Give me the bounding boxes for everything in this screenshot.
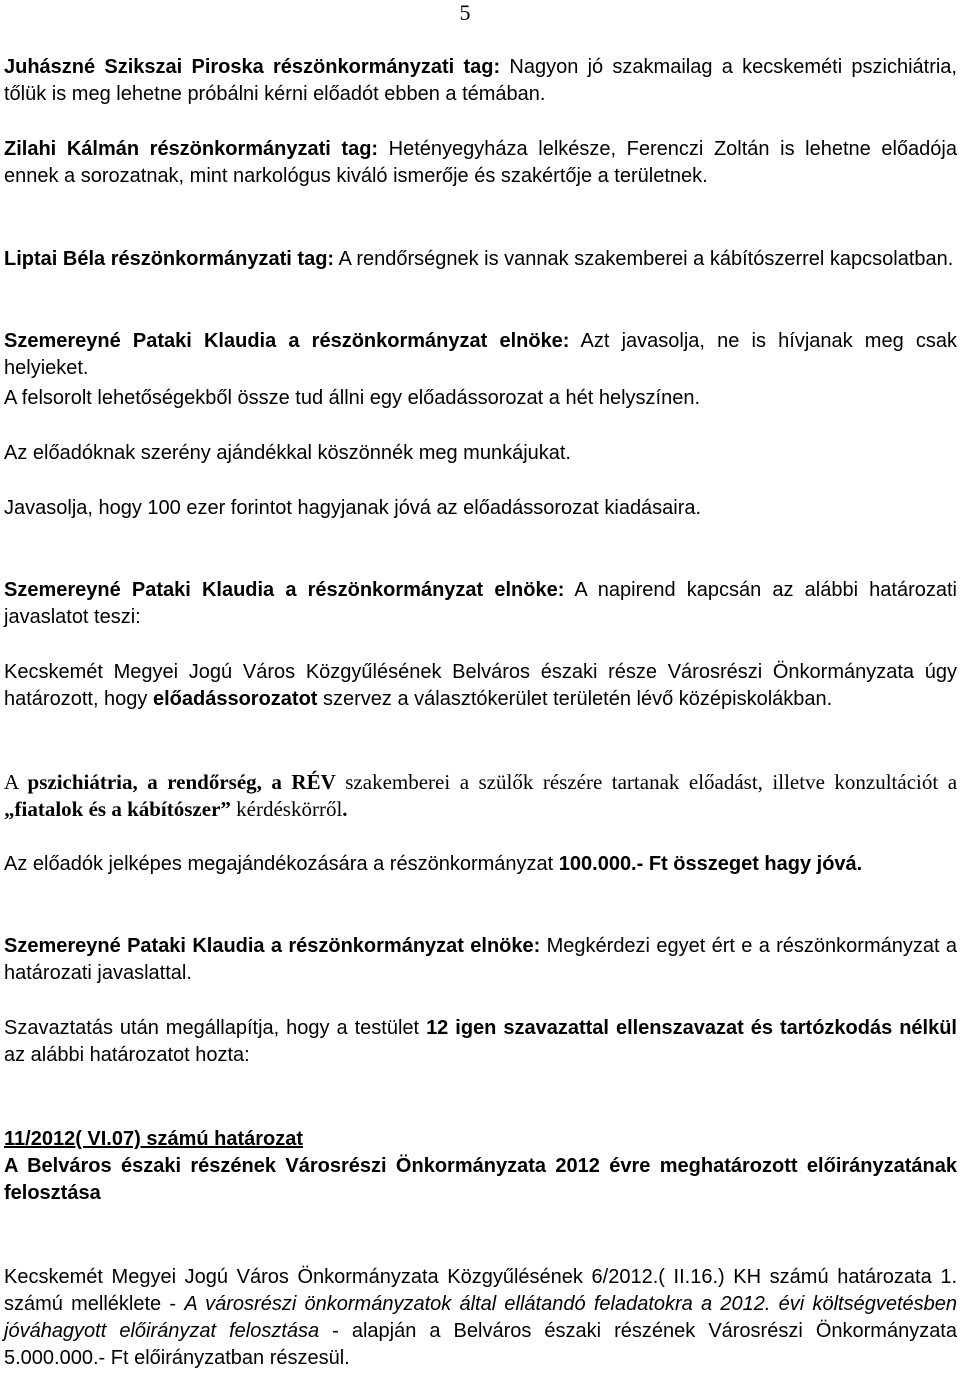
paragraph-line: Javasolja, hogy 100 ezer forintot hagyjanak jóvá az előadássorozat kiadásaira. [4, 497, 702, 519]
speaker-name: Zilahi Kálmán részönkormányzati tag: [4, 138, 379, 160]
speaker-name: Szemereyné Pataki Klaudia a részönkormányzat elnöke: [4, 579, 565, 601]
paragraph-vote [4, 1015, 957, 1069]
text-run: Az előadók jelképes megajándékozására a részönkormányzat [4, 853, 559, 875]
paragraph-resolution-body [4, 659, 957, 713]
page-number: 5 [459, 0, 471, 25]
resolution-heading [4, 1126, 957, 1207]
text-run: szervez a választókerület területén lévő középiskolákban. [317, 688, 833, 710]
text-run: szakemberei a szülők részére tartanak előadást, illetve konzultációt a [335, 770, 958, 794]
paragraph-text: A napirend kapcsán az alábbi határozati javaslatot teszi: [4, 579, 957, 628]
paragraph-presenters [4, 769, 957, 823]
speaker-name: Szemereyné Pataki Klaudia a részönkormányzat elnöke: [4, 330, 570, 352]
text-run: - alapján a Belváros északi részének Városrészi Önkormányzata 5.000.000.- Ft előirányzatban részesül. [4, 1320, 957, 1369]
paragraph-text: Azt javasolja, ne is hívjanak meg csak helyieket. [4, 330, 957, 379]
bold-run: „fiatalok és a kábítószer” [4, 797, 231, 821]
bold-run: . [342, 797, 348, 821]
paragraph-szemereyne-2 [4, 577, 957, 631]
paragraph-line: Az előadóknak szerény ajándékkal köszönnék meg munkájukat. [4, 442, 571, 464]
text-run: Kecskemét Megyei Jogú Város Közgyűlésének Belváros északi része Városrészi Önkormányzata úgy határozott, hogy [4, 661, 957, 710]
bold-run: 12 igen szavazattal ellenszavazat és tartózkodás nélkül [426, 1017, 957, 1039]
text-run: A [4, 770, 28, 794]
bold-run: pszichiátria, a rendőrség, a RÉV [27, 770, 336, 794]
resolution-title: A Belváros északi részének Városrészi Önkormányzata 2012 évre meghatározott előirányzatának felosztása [4, 1155, 957, 1204]
italic-run: A városrészi önkormányzatok által ellátandó feladatokra a 2012. évi költségvetésben jóváhagyott előirányzat felosztása [4, 1293, 957, 1342]
resolution-number: 11/2012( VI.07) számú határozat [4, 1128, 304, 1150]
text-run: az alábbi határozatot hozta: [4, 1044, 250, 1066]
paragraph-juhaszne [4, 54, 957, 108]
paragraph-zilahi [4, 136, 957, 190]
paragraph-gift [4, 851, 957, 878]
text-run: Kecskemét Megyei Jogú Város Önkormányzata Közgyűlésének 6/2012.( II.16.) KH számú határozata 1. számú melléklete - [4, 1266, 957, 1315]
speaker-name: Szemereyné Pataki Klaudia a részönkormányzat elnöke: [4, 935, 541, 957]
paragraph-line: A felsorolt lehetőségekből össze tud állni egy előadássorozat a hét helyszínen. [4, 387, 700, 409]
speaker-name: Liptai Béla részönkormányzati tag: [4, 248, 335, 270]
paragraph-text: A rendőrségnek is vannak szakemberei a kábítószerrel kapcsolatban. [334, 248, 954, 270]
paragraph-szemereyne-3 [4, 933, 957, 987]
paragraph-text: Megkérdezi egyet ért e a részönkormányzat a határozati javaslattal. [4, 935, 957, 984]
text-run: kérdéskörről [230, 797, 343, 821]
bold-run: 100.000.- Ft összeget hagy jóvá. [558, 853, 863, 875]
paragraph-allocation [4, 1264, 957, 1372]
paragraph-liptai [4, 246, 957, 273]
text-run: Szavaztatás után megállapítja, hogy a testület [4, 1017, 427, 1039]
speaker-name: Juhászné Szikszai Piroska részönkormányzati tag: [4, 56, 501, 78]
bold-run: előadássorozatot [152, 688, 318, 710]
paragraph-text: Hetényegyháza lelkésze, Ferenczi Zoltán is lehetne előadója ennek a sorozatnak, mint narkológus kiváló ismerője és szakértője a területnek. [4, 138, 957, 187]
paragraph-szemereyne-1 [4, 328, 957, 382]
paragraph-text: Nagyon jó szakmailag a kecskeméti pszichiátria, tőlük is meg lehetne próbálni kérni előadót ebben a témában. [4, 56, 957, 105]
